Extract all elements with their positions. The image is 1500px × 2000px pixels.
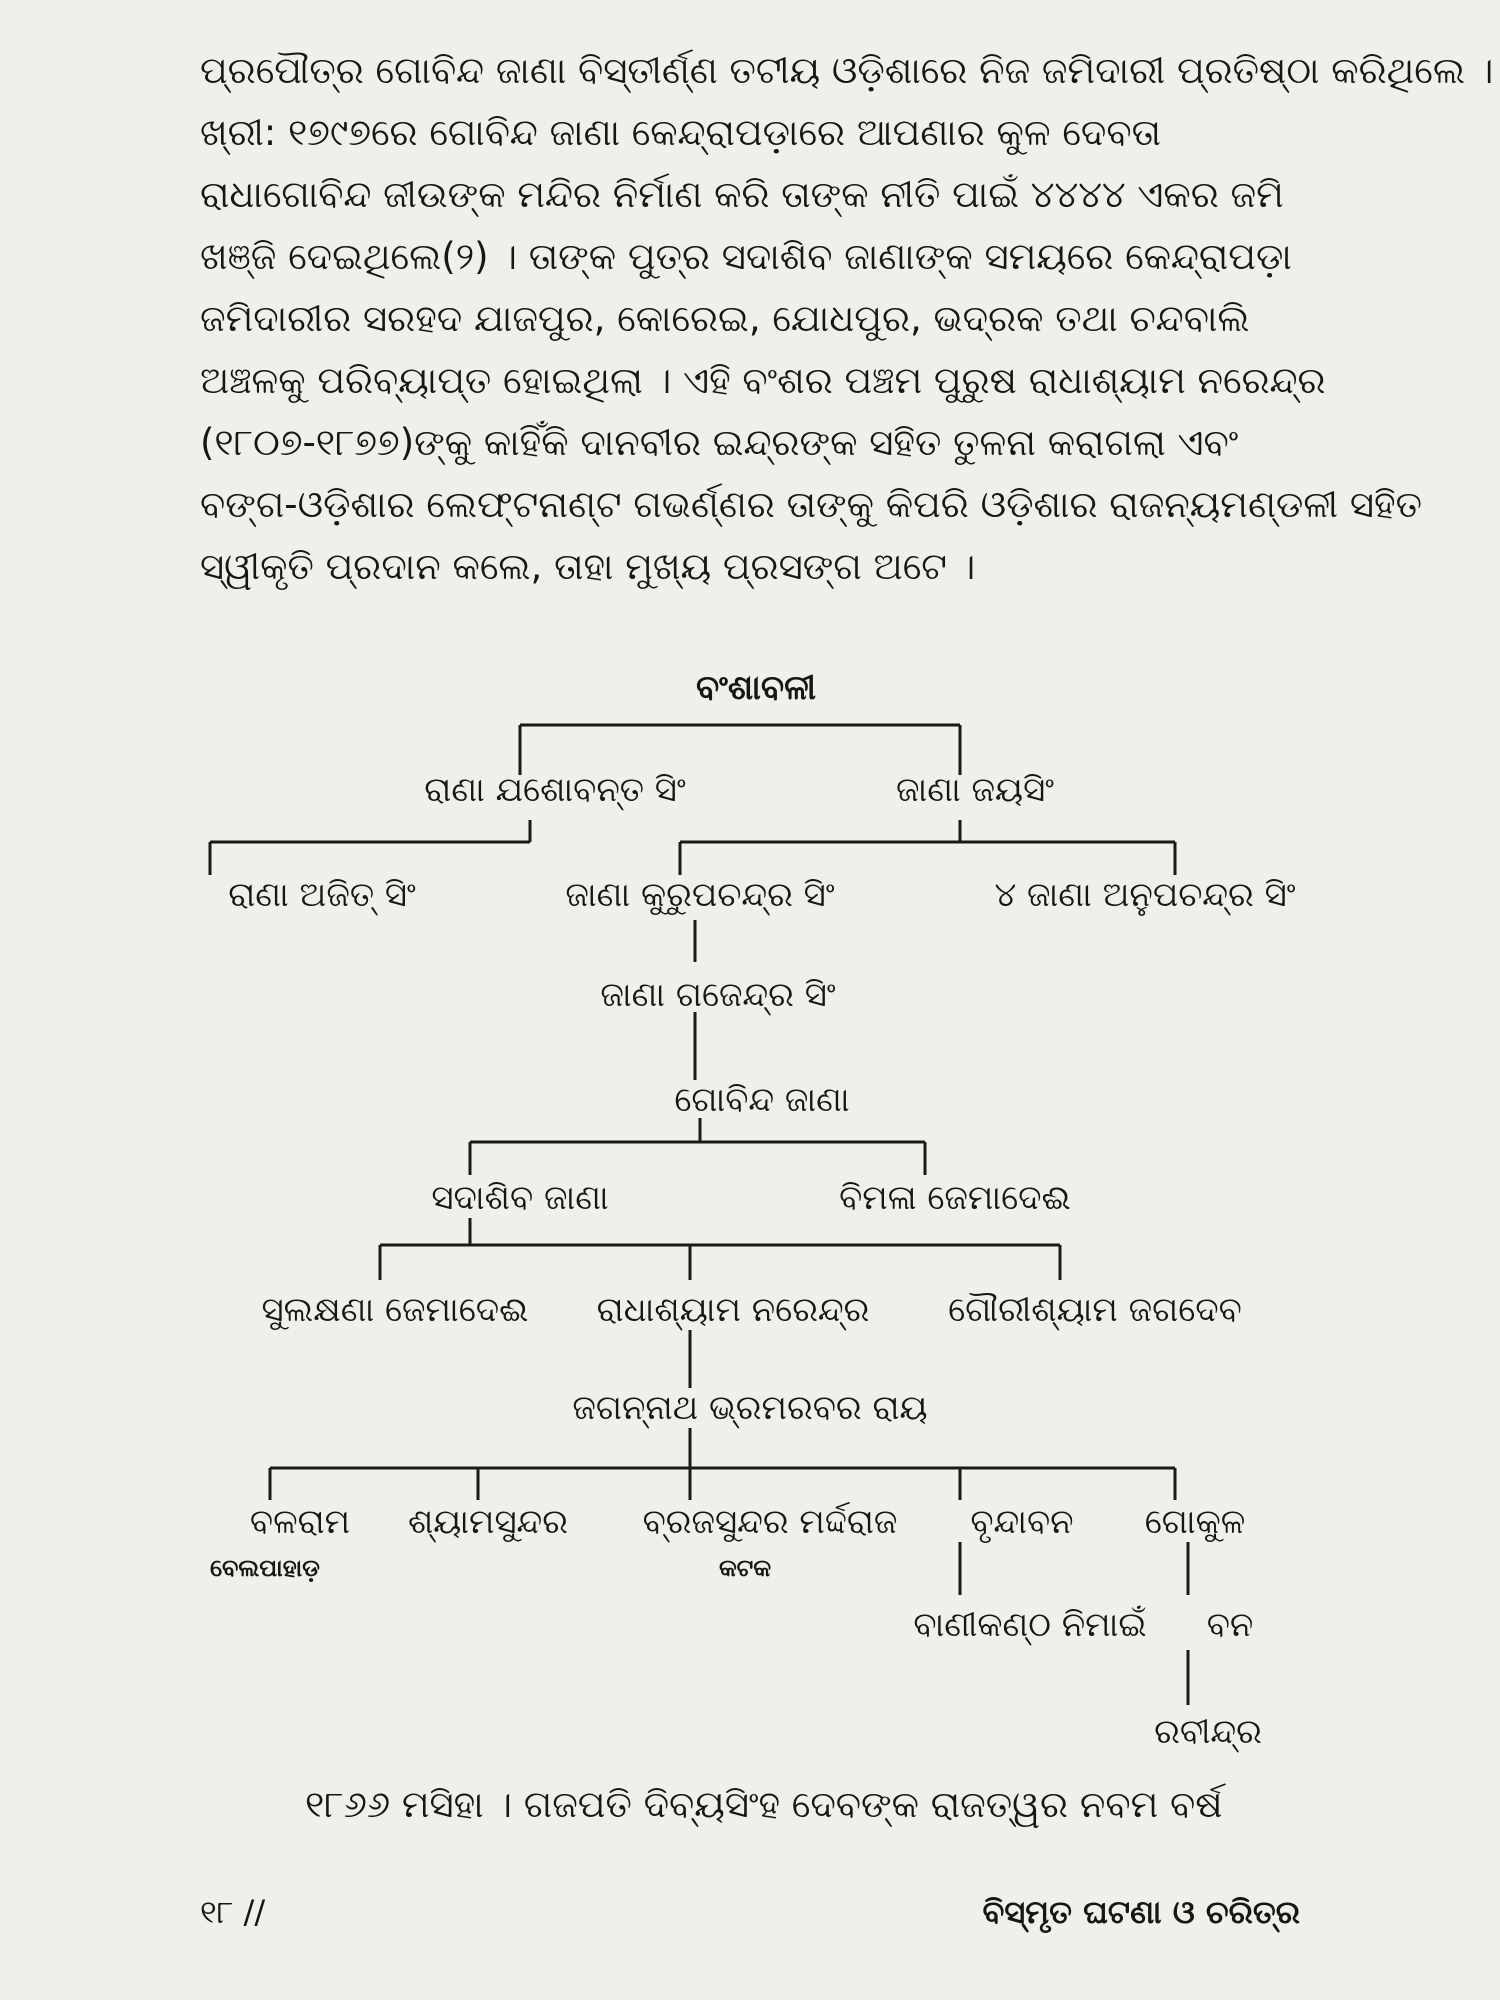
paragraph-line: ଜମିଦାରୀର ସରହଦ ଯାଜପୁର, କୋରେଇ, ଯୋଧପୁର, ଭଦ୍ରକ ତଥା ଚନ୍ଦବାଲି bbox=[200, 297, 1250, 340]
book-title: ବିସ୍ମୃତ ଘଟଣା ଓ ଚରିତ୍ର bbox=[982, 1893, 1300, 1931]
node-radhashyam-narendra: ରାଧାଶ୍ୟାମ ନରେନ୍ଦ୍ର bbox=[596, 1290, 870, 1330]
page-number: ୧୮ // bbox=[200, 1893, 266, 1931]
node-sulakshana-jemadei: ସୁଲକ୍ଷଣା ଜେମାଦେଈ bbox=[261, 1290, 529, 1330]
node-jana-kurupachandra-singh: ଜାଣା କୁରୁପଚନ୍ଦ୍ର ସିଂ bbox=[565, 875, 835, 915]
paragraph-line: ସ୍ୱୀକୃତି ପ୍ରଦାନ କଲେ, ତାହା ମୁଖ୍ୟ ପ୍ରସଙ୍ଗ ଅଟେ । bbox=[200, 545, 976, 588]
closing-line: ୧୮୬୬ ମସିହା । ଗଜପତି ଦିବ୍ୟସିଂହ ଦେବଙ୍କ ରାଜତ୍ୱର ନବମ ବର୍ଷ bbox=[305, 1783, 1223, 1826]
node-gokula: ଗୋକୁଳ bbox=[1144, 1502, 1246, 1542]
node-gourishyam-jagadeba: ଗୌରୀଶ୍ୟାମ ଜଗଦେବ bbox=[948, 1290, 1242, 1330]
node-bimala-jemadei: ବିମଳା ଜେମାଦେଈ bbox=[839, 1178, 1071, 1218]
place-belpahad: ବେଲପାହାଡ଼ bbox=[210, 1554, 320, 1582]
node-bana: ବନ bbox=[1206, 1605, 1254, 1645]
node-banikantha-nimain: ବାଣୀକଣ୍ଠ ନିମାଇଁ bbox=[913, 1605, 1147, 1645]
paragraph-line: ଖ୍ରୀ: ୧୭୯୭ରେ ଗୋବିନ୍ଦ ଜାଣା କେନ୍ଦ୍ରାପଡ଼ାରେ ଆପଣାର କୁଳ ଦେବତା bbox=[200, 111, 1161, 154]
node-sadashiba-jana: ସଦାଶିବ ଜାଣା bbox=[431, 1178, 609, 1218]
node-rabindra: ରବୀନ୍ଦ୍ର bbox=[1154, 1712, 1262, 1752]
paragraph-line: ରାଧାଗୋବିନ୍ଦ ଜୀଉଙ୍କ ମନ୍ଦିର ନିର୍ମାଣ କରି ତାଙ୍କ ନୀତି ପାଇଁ ୪୪୪୪ ଏକର ଜମି bbox=[200, 173, 1284, 216]
node-brundabana: ବୃନ୍ଦାବନ bbox=[970, 1502, 1074, 1542]
node-jagannath-bhramarabara-ray: ଜଗନ୍ନାଥ ଭ୍ରମରବର ରାୟ bbox=[572, 1388, 928, 1428]
node-brajasundara-mardaraj: ବ୍ରଜସୁନ୍ଦର ମର୍ଦ୍ଦରାଜ bbox=[642, 1502, 898, 1542]
node-balarama: ବଳରାମ bbox=[249, 1502, 351, 1542]
paragraph-line: ବଙ୍ଗ-ଓଡ଼ିଶାର ଲେଫ୍ଟନାଣ୍ଟ ଗଭର୍ଣ୍ଣର ତାଙ୍କୁ କିପରି ଓଡ଼ିଶାର ରାଜନ୍ୟମଣ୍ଡଳୀ ସହିତ bbox=[200, 483, 1422, 526]
node-jana-jayasingh: ଜାଣା ଜୟସିଂ bbox=[896, 770, 1054, 810]
node-jana-gajendra-singh: ଜାଣା ଗଜେନ୍ଦ୍ର ସିଂ bbox=[600, 975, 836, 1015]
genealogy-title: ବଂଶାବଳୀ bbox=[695, 668, 817, 708]
node-shyamasundara: ଶ୍ୟାମସୁନ୍ଦର bbox=[407, 1502, 569, 1542]
node-rana-jashobanta-singh: ରାଣା ଯଶୋବନ୍ତ ସିଂ bbox=[424, 770, 686, 810]
place-cuttack: କଟକ bbox=[718, 1554, 772, 1582]
paragraph-line: ପ୍ରପୌତ୍ର ଗୋବିନ୍ଦ ଜାଣା ବିସ୍ତୀର୍ଣ୍ଣ ତଟୀୟ ଓଡ଼ିଶାରେ ନିଜ ଜମିଦାରୀ ପ୍ରତିଷ୍ଠା କରିଥିଲେ । bbox=[200, 49, 1494, 92]
node-rana-ajit-singh: ରାଣା ଅଜିତ୍ ସିଂ bbox=[228, 875, 416, 915]
node-jana-anupachandra-singh: ୪ ଜାଣା ଅନୁପଚନ୍ଦ୍ର ସିଂ bbox=[994, 875, 1296, 915]
paragraph-line: ଖଞ୍ଜି ଦେଇଥିଲେ(୨) । ତାଙ୍କ ପୁତ୍ର ସଦାଶିବ ଜାଣାଙ୍କ ସମୟରେ କେନ୍ଦ୍ରାପଡ଼ା bbox=[200, 235, 1292, 278]
node-gobinda-jana: ଗୋବିନ୍ଦ ଜାଣା bbox=[674, 1080, 850, 1120]
paragraph-line: (୧୮୦୭-୧୮୭୭)ଙ୍କୁ କାହିଁକି ଦାନବୀର ଇନ୍ଦ୍ରଙ୍କ ସହିତ ତୁଳନା କରାଗଲା ଏବଂ bbox=[200, 421, 1239, 464]
paragraph-line: ଅଞ୍ଚଳକୁ ପରିବ୍ୟାପ୍ତ ହୋଇଥିଲା । ଏହି ବଂଶର ପଞ୍ଚମ ପୁରୁଷ ରାଧାଶ୍ୟାମ ନରେନ୍ଦ୍ର bbox=[200, 359, 1326, 402]
